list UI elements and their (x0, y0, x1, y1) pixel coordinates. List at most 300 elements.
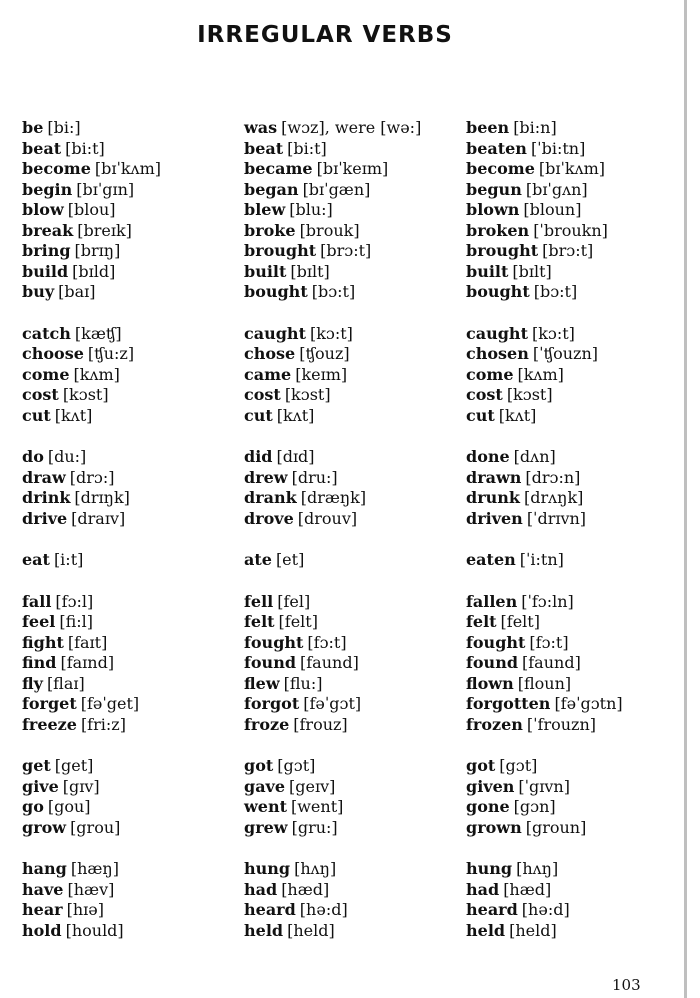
verb-entry (244, 139, 466, 160)
verb-entry (244, 777, 466, 798)
transcription: [geɪv] (289, 776, 336, 796)
verb-entry (466, 777, 656, 798)
verb-word: came (244, 364, 292, 384)
verb-word: cut (466, 405, 495, 425)
verb-entry (22, 509, 244, 530)
transcription: [kʌt] (276, 405, 315, 425)
verb-entry (22, 344, 244, 365)
verb-word: fallen (466, 591, 518, 611)
verb-word: drawn (466, 467, 522, 487)
verb-entry (22, 385, 244, 406)
past-simple-column (244, 550, 466, 571)
transcription: [fəˈget] (80, 694, 140, 713)
transcription: [bɪˈgʌn] (525, 179, 588, 199)
verb-word: chose (244, 344, 296, 363)
verb-entry (22, 633, 244, 654)
verb-entry (244, 921, 466, 942)
transcription: [bɪˈgɪn] (76, 179, 135, 199)
transcription: [brɔ:t] (320, 241, 372, 260)
verb-word: built (466, 261, 509, 281)
transcription: [kæʧ] (74, 323, 122, 343)
transcription: [flu:] (283, 673, 323, 693)
past-simple-column (244, 324, 466, 427)
verb-word: caught (244, 323, 306, 343)
verb-entry (22, 447, 244, 468)
transcription: [held] (287, 920, 335, 940)
transcription: [gɔt] (277, 756, 316, 775)
verb-word: gone (466, 797, 510, 816)
verb-entry (244, 859, 466, 880)
verb-entry (466, 385, 656, 406)
transcription: [kɔ:t] (531, 323, 575, 343)
transcription: [gɔn] (513, 797, 556, 816)
verb-word: held (244, 920, 284, 940)
verb-word: blown (466, 200, 520, 219)
transcription: [brɪŋ] (74, 241, 121, 260)
past-participle-column (466, 592, 656, 736)
transcription: [floun] (517, 673, 572, 693)
verb-entry (244, 118, 466, 139)
transcription: [went] (290, 797, 344, 816)
transcription: [hould] (65, 920, 124, 940)
verb-word: have (22, 879, 64, 899)
base-form-column (22, 118, 244, 303)
verb-entry (466, 818, 656, 839)
verb-entry (244, 633, 466, 654)
verb-group (22, 756, 662, 838)
verb-entry (22, 262, 244, 283)
transcription: [bɪˈkeɪm] (316, 159, 389, 178)
verb-word: bring (22, 241, 71, 260)
verb-word: given (466, 776, 515, 796)
verb-word: became (244, 159, 313, 178)
transcription: [blou] (67, 200, 116, 219)
verb-word: got (466, 756, 496, 775)
transcription: [drouv] (297, 508, 358, 528)
verb-word: been (466, 118, 510, 137)
transcription: [ʧu:z] (87, 344, 135, 363)
verb-entry (466, 262, 656, 283)
verb-entry (466, 880, 656, 901)
verb-word: choose (22, 344, 84, 363)
transcription: [drɔ:n] (525, 467, 581, 487)
verb-entry (22, 694, 244, 715)
verb-word: give (22, 776, 59, 796)
verb-entry (22, 653, 244, 674)
verb-entry (466, 365, 656, 386)
verb-word: cost (244, 385, 281, 404)
verb-entry (244, 653, 466, 674)
verb-word: drive (22, 508, 68, 528)
verb-entry (466, 592, 656, 613)
verb-word: heard (466, 900, 518, 919)
verb-word: go (22, 797, 44, 816)
verb-word: hear (22, 900, 63, 919)
verb-entry (466, 694, 656, 715)
verb-entry (466, 633, 656, 654)
verb-word: did (244, 447, 273, 466)
verb-word: found (466, 653, 519, 672)
verb-word: fall (22, 591, 52, 611)
past-simple-column (244, 859, 466, 941)
verb-word: done (466, 447, 510, 466)
past-participle-column (466, 756, 656, 838)
verb-word: built (244, 261, 287, 281)
transcription: [fəˈgɔtn] (554, 694, 623, 713)
verb-entry (244, 592, 466, 613)
verb-word: drew (244, 467, 288, 487)
verb-group (22, 592, 662, 736)
verb-entry (466, 921, 656, 942)
past-participle-column (466, 324, 656, 427)
verb-entry (466, 468, 656, 489)
verb-word: eat (22, 550, 50, 569)
verb-word: flew (244, 673, 280, 693)
verb-entry (244, 880, 466, 901)
verb-entry (466, 756, 656, 777)
transcription: [faɪnd] (60, 653, 115, 672)
transcription: [hæŋ] (70, 859, 119, 878)
verb-word: was (244, 118, 278, 137)
verb-word: beaten (466, 138, 527, 158)
verb-entry (466, 447, 656, 468)
verb-entry (244, 756, 466, 777)
verb-word: fly (22, 673, 43, 693)
transcription: [dræŋk] (300, 488, 367, 507)
transcription: [held] (509, 920, 557, 940)
verb-word: hung (244, 859, 291, 878)
verb-word: bought (466, 282, 530, 301)
transcription: [brɔ:t] (542, 241, 594, 260)
verb-group (22, 447, 662, 529)
verb-word: break (22, 220, 74, 240)
transcription: [bi:] (47, 118, 81, 137)
verb-word: frozen (466, 714, 523, 734)
verb-entry (466, 715, 656, 736)
page-number: 103 (612, 976, 641, 994)
verb-entry (22, 282, 244, 303)
verb-word: beat (22, 138, 62, 158)
verb-entry (244, 488, 466, 509)
transcription: [hæv] (67, 879, 115, 899)
verb-word: gave (244, 776, 286, 796)
verb-entry (244, 715, 466, 736)
transcription: [kɔst] (62, 385, 109, 404)
transcription: [ˈgɪvn] (518, 776, 570, 796)
verb-entry (22, 859, 244, 880)
verb-word: felt (244, 612, 275, 631)
verb-word: forgotten (466, 694, 551, 713)
verb-word: cut (244, 405, 273, 425)
verb-word: buy (22, 282, 55, 301)
verb-entry (466, 241, 656, 262)
verb-word: heard (244, 900, 296, 919)
transcription: [felt] (278, 612, 318, 631)
verb-entry (244, 818, 466, 839)
verb-entry (466, 221, 656, 242)
verb-word: broke (244, 220, 296, 240)
past-simple-column (244, 756, 466, 838)
transcription: [groun] (525, 817, 587, 837)
verb-word: went (244, 797, 287, 816)
verb-entry (466, 550, 656, 571)
verb-entry (466, 900, 656, 921)
verb-entry (244, 447, 466, 468)
verb-entry (466, 159, 656, 180)
verb-entry (244, 674, 466, 695)
transcription: [dɪd] (276, 447, 315, 466)
verb-entry (466, 859, 656, 880)
transcription: [hə:d] (299, 900, 348, 919)
verb-word: drove (244, 508, 294, 528)
verb-word: find (22, 653, 57, 672)
transcription: [kʌt] (54, 405, 93, 425)
verb-word: drink (22, 488, 71, 507)
verb-entry (22, 880, 244, 901)
verb-entry (22, 159, 244, 180)
verb-entry (466, 139, 656, 160)
transcription: [kɔ:t] (309, 323, 353, 343)
verb-entry (244, 406, 466, 427)
verb-entry (22, 139, 244, 160)
verb-word: become (466, 159, 535, 178)
transcription: [gou] (47, 797, 91, 816)
page-title: IRREGULAR VERBS (197, 22, 453, 48)
verb-word: come (22, 364, 70, 384)
verb-entry (22, 241, 244, 262)
verb-entry (22, 921, 244, 942)
verb-word: had (244, 879, 278, 899)
verb-word: fought (466, 632, 526, 652)
verb-entry (244, 550, 466, 571)
verb-word: be (22, 118, 44, 137)
verb-word: hang (22, 859, 67, 878)
verb-entry (22, 818, 244, 839)
past-participle-column (466, 550, 656, 571)
verb-word: begun (466, 179, 522, 199)
verb-entry (22, 406, 244, 427)
verb-entry (22, 488, 244, 509)
transcription: [hʌŋ] (516, 859, 559, 878)
verb-entry (244, 200, 466, 221)
verb-word: cut (22, 405, 51, 425)
transcription: [grou] (70, 817, 121, 837)
base-form-column (22, 447, 244, 529)
transcription: [et] (275, 550, 305, 569)
verb-word: flown (466, 673, 514, 693)
verb-word: forget (22, 694, 77, 713)
verb-word: caught (466, 323, 528, 343)
verb-word: bought (244, 282, 308, 301)
past-simple-column (244, 447, 466, 529)
transcription: [ˈfrouzn] (526, 714, 597, 734)
verb-entry (22, 221, 244, 242)
verb-word: felt (466, 612, 497, 631)
verb-entry (22, 715, 244, 736)
transcription: [bɔ:t] (311, 282, 356, 301)
verb-entry (244, 385, 466, 406)
transcription: [hæd] (503, 879, 552, 899)
transcription: [get] (54, 756, 94, 775)
transcription: [bi:t] (65, 138, 105, 158)
transcription: [ˈbi:tn] (530, 138, 586, 158)
transcription: [ˈi:tn] (519, 550, 564, 569)
transcription: [hæd] (281, 879, 330, 899)
transcription: [bloun] (523, 200, 582, 219)
verb-entry (22, 468, 244, 489)
past-simple-column (244, 118, 466, 303)
verb-word: become (22, 159, 91, 178)
past-participle-column (466, 859, 656, 941)
verb-entry (22, 180, 244, 201)
verb-entry (244, 612, 466, 633)
verb-word: cost (22, 385, 59, 404)
verb-word: froze (244, 714, 290, 734)
verb-group (22, 324, 662, 427)
transcription: [bi:t] (287, 138, 327, 158)
transcription: [brouk] (299, 220, 360, 240)
verb-entry (244, 365, 466, 386)
transcription: [kɔst] (506, 385, 553, 404)
verb-word: freeze (22, 714, 77, 734)
verb-entry (466, 612, 656, 633)
verb-word: driven (466, 508, 523, 528)
verb-entry (244, 324, 466, 345)
transcription: [fri:z] (80, 714, 126, 734)
verb-entry (244, 159, 466, 180)
verb-word: got (244, 756, 274, 775)
verb-entry (466, 797, 656, 818)
verb-entry (466, 674, 656, 695)
transcription: [bɪˈkʌm] (94, 159, 162, 178)
transcription: [ˈdrɪvn] (526, 508, 587, 528)
verb-word: drunk (466, 488, 520, 507)
transcription: [ʧouz] (299, 344, 350, 363)
transcription: [drɔ:] (69, 467, 115, 487)
verb-entry (22, 797, 244, 818)
verb-entry (22, 200, 244, 221)
verb-word: fight (22, 632, 64, 652)
verb-entry (466, 200, 656, 221)
transcription: [felt] (500, 612, 540, 631)
transcription: [drʌŋk] (523, 488, 584, 507)
verb-entry (22, 756, 244, 777)
verb-word: found (244, 653, 297, 672)
transcription: [fi:l] (59, 612, 93, 631)
verb-word: do (22, 447, 44, 466)
verb-entry (22, 118, 244, 139)
verb-word: feel (22, 612, 56, 631)
transcription: [gru:] (291, 817, 338, 837)
verb-group (22, 550, 662, 571)
verb-entry (244, 180, 466, 201)
transcription: [hə:d] (521, 900, 570, 919)
transcription: [hɪə] (66, 900, 104, 919)
transcription: [gɪv] (62, 776, 100, 796)
verb-entry (244, 221, 466, 242)
verb-word: catch (22, 323, 71, 343)
verb-word: fell (244, 591, 274, 611)
verb-entry (22, 592, 244, 613)
verb-word: ate (244, 550, 272, 569)
verb-entry (22, 365, 244, 386)
verb-entry (466, 118, 656, 139)
transcription: [wɔz], were [wə:] (281, 118, 422, 137)
verb-word: hung (466, 859, 513, 878)
transcription: [bɪˈkʌm] (538, 159, 606, 178)
verb-word: come (466, 364, 514, 384)
transcription: [ˈbroukn] (533, 220, 608, 240)
transcription: [gɔt] (499, 756, 538, 775)
verb-entry (244, 241, 466, 262)
verb-word: broken (466, 220, 530, 240)
verb-word: get (22, 756, 51, 775)
verb-group (22, 859, 662, 941)
verb-word: blow (22, 200, 64, 219)
verb-word: grown (466, 817, 522, 837)
verb-word: forgot (244, 694, 300, 713)
transcription: [faund] (300, 653, 359, 672)
verb-word: draw (22, 467, 66, 487)
transcription: [kɔst] (284, 385, 331, 404)
verb-entry (466, 344, 656, 365)
verb-word: had (466, 879, 500, 899)
transcription: [bɪˈgæn] (302, 179, 371, 199)
transcription: [keɪm] (295, 364, 348, 384)
transcription: [fɔ:t] (529, 632, 569, 652)
transcription: [bɔ:t] (533, 282, 578, 301)
verb-entry (466, 180, 656, 201)
verb-entry (466, 653, 656, 674)
transcription: [flaɪ] (46, 673, 85, 693)
transcription: [bi:n] (513, 118, 557, 137)
transcription: [dru:] (291, 467, 338, 487)
verb-table (22, 118, 662, 962)
base-form-column (22, 859, 244, 941)
base-form-column (22, 324, 244, 427)
verb-word: brought (466, 241, 539, 260)
verb-word: blew (244, 200, 286, 219)
verb-word: build (22, 261, 69, 281)
past-participle-column (466, 118, 656, 303)
verb-word: brought (244, 241, 317, 260)
verb-word: grew (244, 817, 288, 837)
transcription: [fɔ:l] (55, 591, 94, 611)
transcription: [fɔ:t] (307, 632, 347, 652)
verb-entry (22, 612, 244, 633)
verb-entry (22, 777, 244, 798)
verb-word: hold (22, 920, 62, 940)
transcription: [breɪk] (77, 220, 132, 240)
transcription: [blu:] (289, 200, 333, 219)
transcription: [kʌt] (498, 405, 537, 425)
verb-entry (244, 262, 466, 283)
base-form-column (22, 550, 244, 571)
verb-entry (244, 282, 466, 303)
verb-entry (244, 797, 466, 818)
verb-word: drank (244, 488, 297, 507)
verb-word: grow (22, 817, 67, 837)
transcription: [frouz] (293, 714, 348, 734)
transcription: [dʌn] (513, 447, 556, 466)
verb-entry (244, 900, 466, 921)
verb-entry (466, 488, 656, 509)
verb-entry (466, 324, 656, 345)
verb-word: begin (22, 179, 73, 199)
transcription: [du:] (47, 447, 87, 466)
page-edge-rule (684, 0, 687, 998)
verb-entry (22, 674, 244, 695)
